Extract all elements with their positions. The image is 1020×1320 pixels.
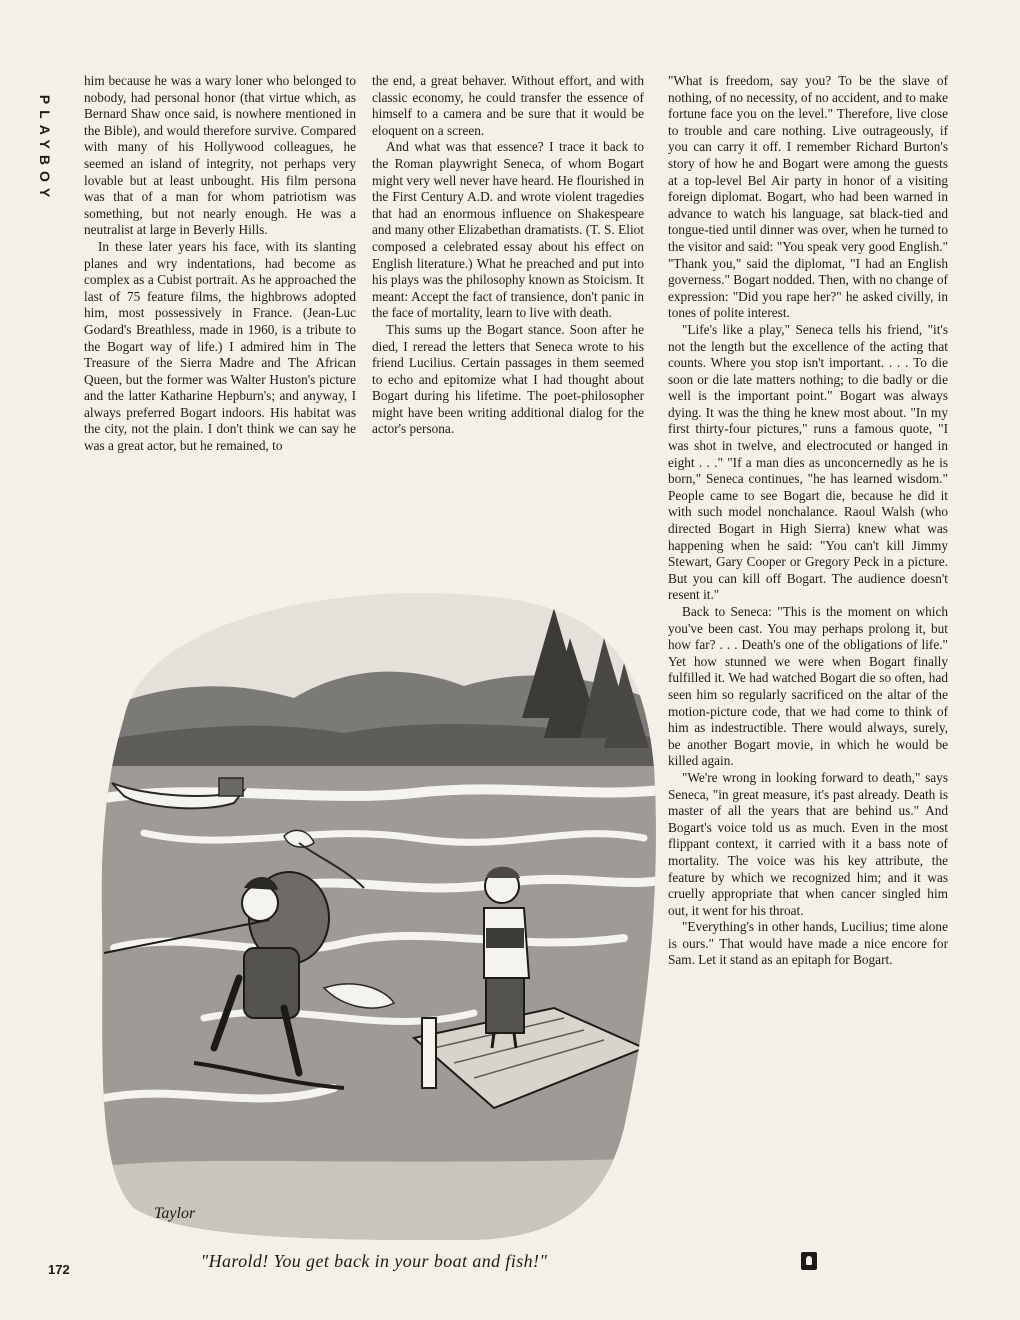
paragraph: In these later years his face, with its slanting planes and wry indentations, had become as complex as a Cubist portrait. As he approached the last of 75 feature films, the highbrows adopted him, most possessively in France. (Jean-Luc Godard's Breathless, made in 1960, is a tribute to the Bogart way of life.) I admired him in The Treasure of the Sierra Madre and The African Queen, but the former was Walter Huston's picture and the latter Katharine Hepburn's; and anyway, I always preferred Bogart indoors. His habitat was the city, not the plain. I don't think we can say he was a great actor, but he remained, to: [84, 238, 356, 454]
article-column-3: [668, 73, 948, 969]
cartoon-illustration: [84, 568, 662, 1244]
article-column-1: [84, 73, 356, 455]
paragraph: Back to Seneca: "This is the moment on which you've been cast. You may perhaps prolong it, but how far? . . . Death's one of the obligations of life." Yet how stunned we were when Bogart finally fulfilled it. We had watched Bogart die so often, had seen him so regularly sacrificed on the altar of the motion-picture code, that we had come to think of him as indestructible. There would always, surely, be another Bogart movie, in which he would be killed again.: [668, 604, 948, 769]
paragraph: "Life's like a play," Seneca tells his friend, "it's not the length but the excellence of the acting that counts. Where you stop isn't important. . . . To die soon or die late matters nothing; to die badly or die well is the important point." Bogart was always dying. It was the thing he knew most about. "In my first thirty-four pictures," runs a famous quote, "I was shot in twelve, and electrocuted or hanged in eight . . ." "If a man dies as unconcernedly as he is born," Seneca continues, "he has learned wisdom." People came to see Bogart die, because he did it with such model nonchalance. Raoul Walsh (who directed Bogart in High Sierra) knew what was happening when he said: "You can't kill Jimmy Stewart, Gary Cooper or Gregory Peck in a picture. But you can kill off Bogart. The audience doesn't resent it.": [668, 321, 948, 603]
cartoon-signature: Taylor: [154, 1205, 196, 1222]
cartoon-drawing: [84, 568, 662, 1244]
article-column-2: [372, 73, 644, 438]
bunny-logo-icon: [801, 1252, 817, 1270]
paragraph: This sums up the Bogart stance. Soon after he died, I reread the letters that Seneca wrote to his friend Lucilius. Certain passages in them seemed to echo and epitomize what I had thought about Bogart during his lifetime. The poet-philosopher might have been writing additional dialog for the actor's persona.: [372, 321, 644, 437]
cartoon-caption: "Harold! You get back in your boat and fish!": [200, 1251, 548, 1271]
page-number: 172: [48, 1262, 70, 1277]
paragraph: "Everything's in other hands, Lucilius; time alone is ours." That would have made a nice encore for Sam. Let it stand as an epitaph for Bogart.: [668, 919, 948, 968]
paragraph: the end, a great behaver. Without effort, and with classic economy, he could transfer the essence of himself to a camera and be sure that it would be eloquent on a screen.: [372, 73, 644, 138]
sidebar-label-text: PLAYBOY: [37, 94, 54, 204]
paragraph: him because he was a wary loner who belonged to nobody, had personal honor (that virtue which, as Bernard Shaw once said, is nowhere mentioned in the Bible), and would therefore survive. Compared with many of his Hollywood colleagues, he seemed an island of integrity, not perhaps very lovable but at least unbought. His film persona was that of a man for whom patriotism was something, but not nearly enough. He was a neutralist at large in Beverly Hills.: [84, 73, 356, 238]
magazine-sidebar-label: [30, 74, 60, 224]
paragraph: And what was that essence? I trace it back to the Roman playwright Seneca, of whom Bogart might very well never have heard. He flourished in the First Century A.D. and wrote violent tragedies that had an enormous influence on Shakespeare and many other Elizabethan dramatists. (T. S. Eliot composed a celebrated essay about his effect on English literature.) What he preached and put into his plays was the philosophy known as Stoicism. It meant: Accept the fact of transience, don't panic in the face of mortality, learn to live with death.: [372, 139, 644, 321]
paragraph: "We're wrong in looking forward to death," says Seneca, "in great measure, it's past already. Death is master of all the years that are behind us." And Bogart's voice told us as much. Even in the most flippant context, it carried with it a bass note of mortality. The voice was his key attribute, the feature by which we recognized him; and it was cruelly appropriate that when cancer singled him out, it went for his throat.: [668, 769, 948, 918]
paragraph: "What is freedom, say you? To be the slave of nothing, of no necessity, of no accident, and to make fortune face you on the level." Therefore, live close to trouble and care nothing. Live outrageously, if you can carry it off. I remember Richard Burton's story of how he and Bogart were among the guests at a top-level Bel Air party in honor of a visiting foreign diplomat. Bogart, who had been warned in advance to watch his language, sat black-tied and tongue-tied until dinner was over, when he turned to the visitor and said: "You speak very good English." "Thank you," said the diplomat, "I had an English governess." Bogart nodded. Then, with no change of expression: "Did you rape her?" he asked civilly, in tones of polite interest.: [668, 73, 948, 321]
